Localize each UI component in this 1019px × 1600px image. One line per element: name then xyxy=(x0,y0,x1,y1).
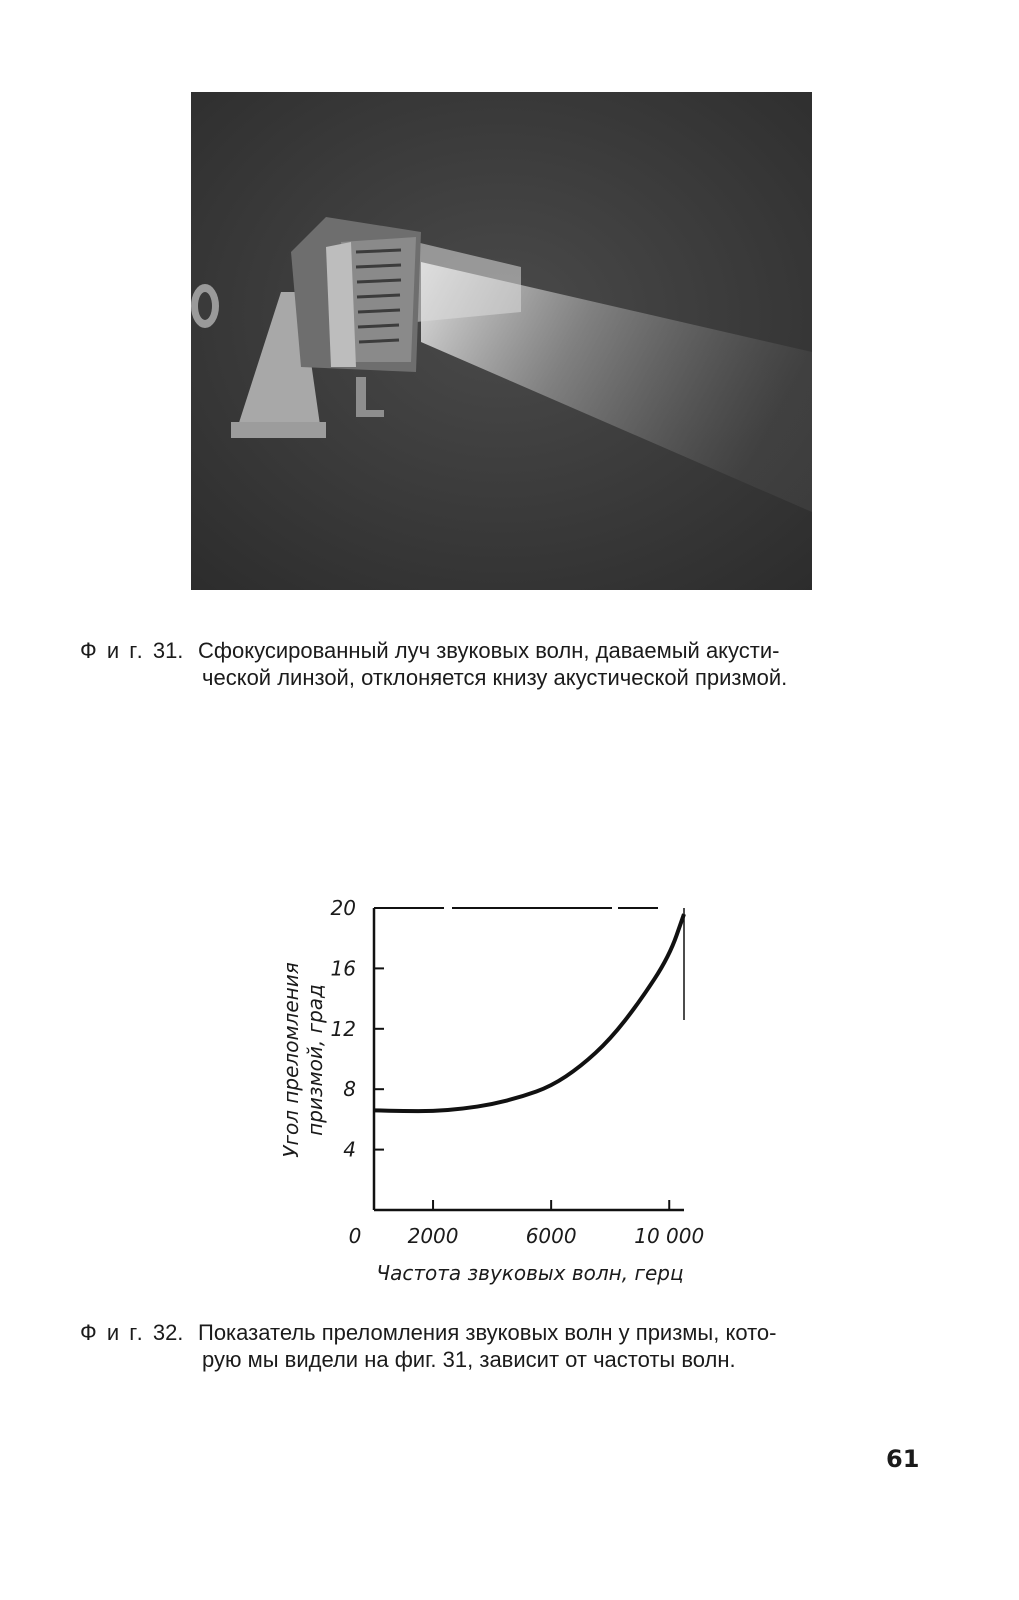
figure-label: Ф и г. xyxy=(80,638,145,663)
figure-number: 32. xyxy=(152,1320,184,1345)
y-tick-label: 20 xyxy=(330,896,356,920)
caption-text-line1: Показатель преломления звуковых волн у призмы, кото- xyxy=(198,1320,777,1345)
refraction-angle-curve xyxy=(374,914,684,1111)
figure-label: Ф и г. xyxy=(80,1320,145,1345)
figure-32-caption xyxy=(80,1319,916,1373)
page-number: 61 xyxy=(886,1445,920,1473)
caption-text-line1: Сфокусированный луч звуковых волн, даваемый акусти- xyxy=(198,638,780,663)
y-axis-label-line2: призмой, град xyxy=(303,984,327,1136)
figure-number: 31. xyxy=(152,638,184,663)
x-tick-label: 2000 xyxy=(407,1224,459,1248)
caption-text-line2: ческой линзой, отклоняется книзу акустической призмой. xyxy=(202,665,788,690)
figure-31-photo xyxy=(191,92,812,590)
origin-label: 0 xyxy=(348,1224,362,1248)
y-axis-label-line1: Угол преломления xyxy=(279,962,303,1158)
x-tick-label: 6000 xyxy=(525,1224,577,1248)
caption-text-line2: рую мы видели на фиг. 31, зависит от частоты волн. xyxy=(202,1347,736,1372)
y-tick-label: 8 xyxy=(343,1077,356,1102)
x-axis-label: Частота звуковых волн, герц xyxy=(376,1261,684,1285)
y-tick-label: 4 xyxy=(343,1137,356,1162)
y-tick-label: 12 xyxy=(330,1016,356,1041)
figure-32-chart xyxy=(260,880,730,1300)
x-tick-label: 10 000 xyxy=(634,1224,705,1248)
y-tick-label: 16 xyxy=(330,956,356,981)
figure-31-caption xyxy=(80,637,916,691)
